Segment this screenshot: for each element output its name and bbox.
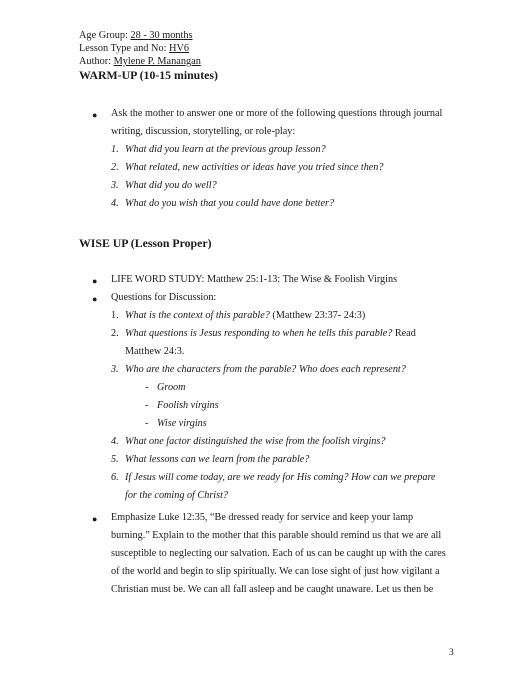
page-number: 3 — [449, 648, 454, 658]
emphasize-line: burning.” Explain to the mother that this parable should remind us that we are all — [111, 530, 442, 541]
discussion-q2-ref-cont: Matthew 24:3. — [125, 346, 185, 357]
bullet-icon: ● — [92, 294, 98, 304]
warmup-q-text: What did you learn at the previous group lesson? — [125, 144, 326, 155]
discussion-q-num: 3. — [111, 364, 119, 375]
discussion-q-num: 4. — [111, 436, 119, 447]
discussion-q2 — [125, 328, 416, 339]
discussion-q1-ref: (Matthew 23:37- 24:3) — [269, 310, 366, 321]
discussion-q-num: 2. — [111, 328, 119, 339]
emphasize-line: Emphasize Luke 12:35, “Be dressed ready for service and keep your lamp — [111, 512, 414, 523]
lesson-label: Lesson Type and No: — [79, 43, 167, 54]
author-label: Author: — [79, 56, 112, 67]
author-line — [79, 56, 201, 68]
discussion-q4: What one factor distinguished the wise from the foolish virgins? — [125, 436, 386, 447]
warmup-q-num: 3. — [111, 180, 119, 191]
wiseup-heading: WISE UP (Lesson Proper) — [79, 236, 212, 250]
discussion-q1-text: What is the context of this parable? — [125, 310, 270, 321]
discussion-q5: What lessons can we learn from the parable? — [125, 454, 310, 465]
lesson-value: HV6 — [169, 43, 190, 54]
character-item: Groom — [157, 382, 186, 393]
age-group-value: 28 - 30 months — [130, 30, 193, 41]
discussion-q3: Who are the characters from the parable? Who does each represent? — [125, 364, 406, 375]
dash: - — [145, 382, 149, 393]
dash: - — [145, 418, 149, 429]
warmup-heading: WARM-UP (10-15 minutes) — [79, 68, 218, 82]
emphasize-line: of the world and begin to slip spiritually. We can lose sight of just how vigilant a — [111, 566, 440, 577]
discussion-q2-text: What questions is Jesus responding to when he tells this parable? — [125, 328, 393, 339]
emphasize-line: Christian must be. We can all fall asleep and be caught unaware. Let us then be — [111, 584, 434, 595]
discussion-q6-line1: If Jesus will come today, are we ready for His coming? How can we prepare — [125, 472, 436, 483]
emphasize-line: susceptible to neglecting our salvation. Each of us can be caught up with the cares — [111, 548, 446, 559]
discussion-q-num: 6. — [111, 472, 119, 483]
warmup-intro-line1: Ask the mother to answer one or more of the following questions through journal — [111, 108, 443, 119]
character-item: Wise virgins — [157, 418, 207, 429]
age-group-line — [79, 30, 193, 42]
warmup-q-text: What do you wish that you could have done better? — [125, 198, 335, 209]
author-value: Mylene P. Manangan — [113, 56, 201, 67]
discussion-q2-ref: Read — [392, 328, 416, 339]
warmup-q-num: 1. — [111, 144, 119, 155]
discussion-q6-line2: for the coming of Christ? — [125, 490, 229, 501]
warmup-intro-line2: writing, discussion, storytelling, or role-play: — [111, 126, 296, 137]
bullet-icon: ● — [92, 514, 98, 524]
lesson-line — [79, 43, 189, 55]
discussion-q1 — [125, 310, 365, 321]
word-study-line: LIFE WORD STUDY: Matthew 25:1-13: The Wise & Foolish Virgins — [111, 274, 398, 285]
warmup-q-num: 2. — [111, 162, 119, 173]
discussion-q-num: 1. — [111, 310, 119, 321]
dash: - — [145, 400, 149, 411]
bullet-icon: ● — [92, 276, 98, 286]
discussion-label: Questions for Discussion: — [111, 292, 217, 303]
character-item: Foolish virgins — [157, 400, 219, 411]
age-group-label: Age Group: — [79, 30, 128, 41]
warmup-q-num: 4. — [111, 198, 119, 209]
warmup-q-text: What did you do well? — [125, 180, 217, 191]
warmup-q-text: What related, new activities or ideas have you tried since then? — [125, 162, 384, 173]
discussion-q-num: 5. — [111, 454, 119, 465]
bullet-icon: ● — [92, 110, 98, 120]
